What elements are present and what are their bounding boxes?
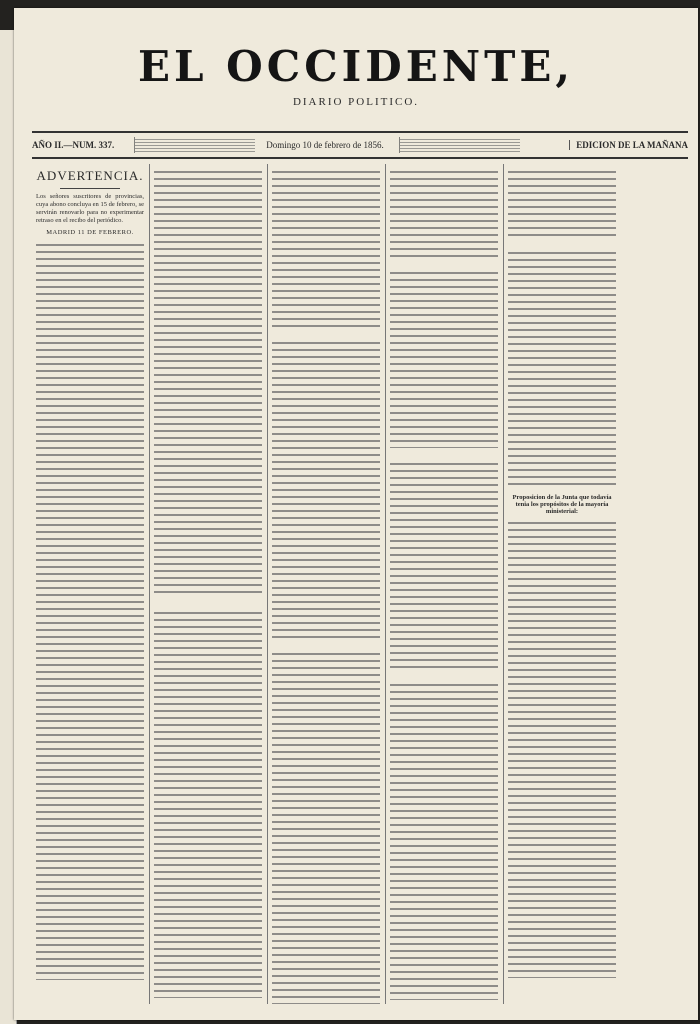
article-text bbox=[272, 167, 380, 327]
newspaper-subtitle: DIARIO POLITICO. bbox=[292, 96, 420, 108]
article-heading: Proposicion de la Junta que todavía tenia los propósitos de la mayoría ministerial: bbox=[512, 494, 612, 515]
column-1 bbox=[36, 164, 144, 1004]
column-4 bbox=[390, 164, 498, 1004]
article-text bbox=[36, 240, 144, 980]
masthead bbox=[14, 42, 698, 108]
edition-label: EDICION DE LA MAÑANA bbox=[569, 140, 688, 150]
dateline: MADRID 11 DE FEBRERO. bbox=[46, 229, 134, 236]
article-text bbox=[272, 649, 380, 1004]
subscription-offices-block bbox=[399, 137, 520, 153]
column-rule bbox=[267, 164, 268, 1004]
article-text bbox=[390, 459, 498, 669]
article-text bbox=[272, 338, 380, 638]
column-2 bbox=[154, 164, 262, 1004]
article-text bbox=[390, 268, 498, 448]
column-rule bbox=[503, 164, 504, 1004]
article-text bbox=[508, 248, 616, 488]
newspaper-title: EL OCCIDENTE, bbox=[138, 42, 574, 91]
article-text bbox=[390, 680, 498, 1000]
issue-number: AÑO II.—NUM. 337. bbox=[32, 140, 115, 150]
article-text bbox=[154, 167, 262, 597]
column-rule bbox=[385, 164, 386, 1004]
article-text bbox=[508, 518, 616, 978]
column-rule bbox=[149, 164, 150, 1004]
advertencia-notice: Los señores suscritores de provincias, cuya abono concluya en 15 de febrero, se servirán renovarlo para no experimentar retraso en el recibo del periódico. bbox=[36, 193, 144, 224]
issue-info-bar bbox=[32, 131, 688, 159]
section-title: ADVERTENCIA. bbox=[36, 168, 144, 189]
article-text bbox=[508, 167, 616, 237]
article-text bbox=[154, 608, 262, 998]
newspaper-page bbox=[14, 8, 698, 1020]
article-text bbox=[390, 167, 498, 257]
column-5 bbox=[508, 164, 616, 1004]
subscription-terms-block bbox=[134, 137, 255, 153]
issue-date: Domingo 10 de febrero de 1856. bbox=[266, 140, 384, 150]
column-3 bbox=[272, 164, 380, 1004]
